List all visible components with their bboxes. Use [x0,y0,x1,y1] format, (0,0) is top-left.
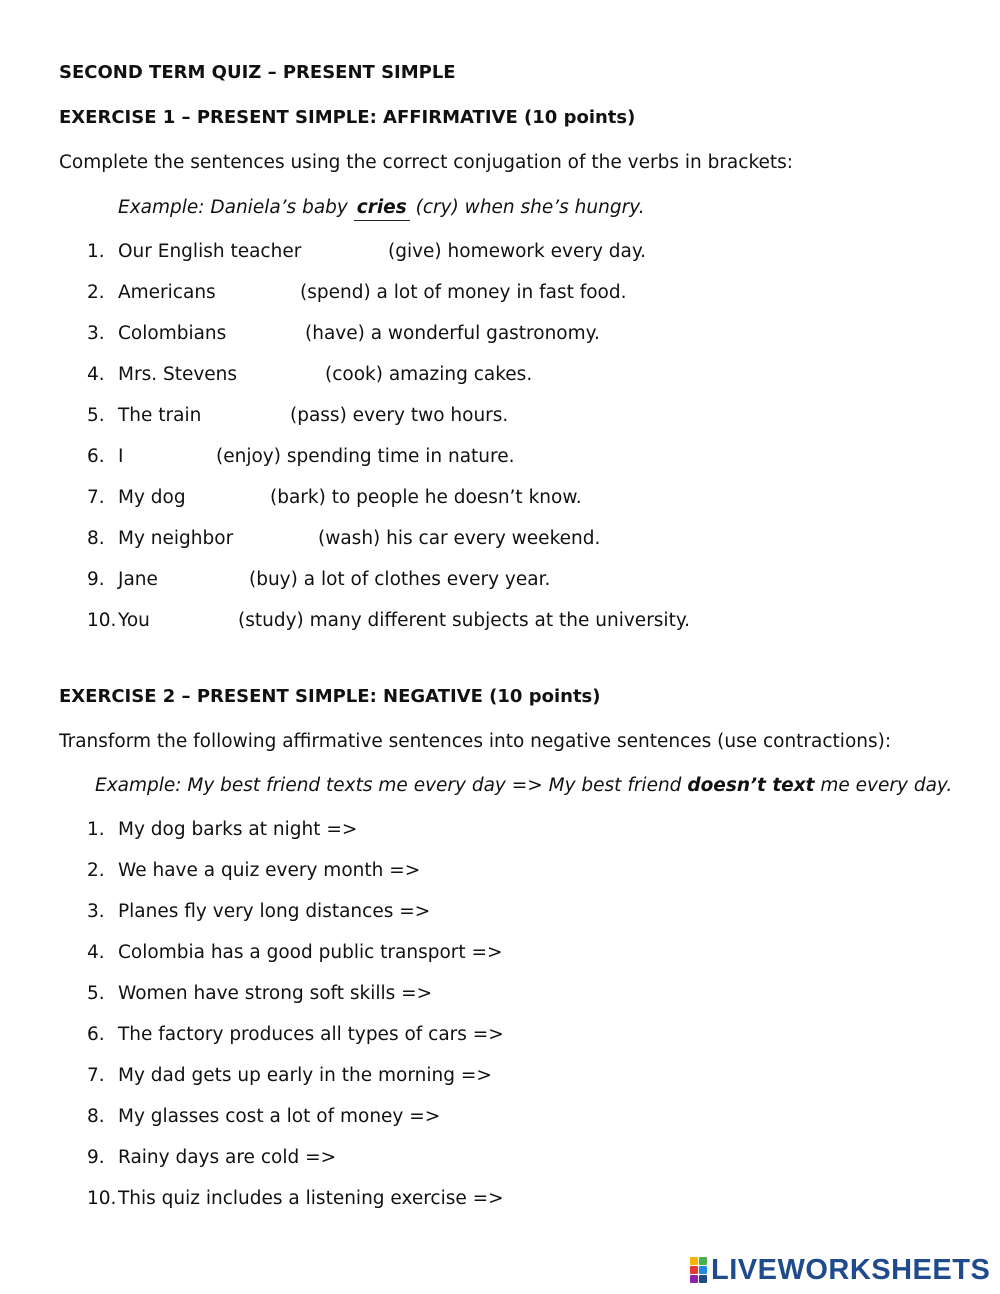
item-subject: Mrs. Stevens [118,364,238,385]
item-number: 9. [87,1147,105,1168]
liveworksheets-logo [690,1254,990,1286]
item-rest: (give) homework every day. [388,241,647,262]
item-number: 1. [87,241,105,262]
example-answer: doesn’t text [687,775,815,796]
item-subject: Colombians [118,323,227,344]
item-number: 2. [87,860,105,881]
item-number: 7. [87,487,105,508]
item-subject: Our English teacher [118,241,302,262]
item-subject: Jane [118,569,158,590]
item-subject: My dog [118,487,186,508]
example-suffix: me every day. [820,775,953,796]
item-subject: My neighbor [118,528,234,549]
exercise-1-instruction: Complete the sentences using the correct conjugation of the verbs in brackets: [59,152,794,173]
example-answer: cries [354,196,410,221]
item-text: Planes fly very long distances => [118,901,431,922]
item-text: This quiz includes a listening exercise => [118,1188,504,1209]
exercise-1-heading: EXERCISE 1 – PRESENT SIMPLE: AFFIRMATIVE (10 points) [59,107,636,128]
item-text: The factory produces all types of cars => [118,1024,504,1045]
exercise-2-heading: EXERCISE 2 – PRESENT SIMPLE: NEGATIVE (10 points) [59,686,601,707]
item-subject: Americans [118,282,216,303]
item-number: 8. [87,1106,105,1127]
item-text: Colombia has a good public transport => [118,942,503,963]
item-number: 10. [87,610,117,631]
example-prefix: Example: Daniela’s baby [118,197,348,218]
logo-mark-icon [690,1257,707,1283]
exercise-2-instruction: Transform the following affirmative sentences into negative sentences (use contractions): [59,731,892,752]
item-number: 6. [87,1024,105,1045]
item-number: 1. [87,819,105,840]
example-prefix: Example: My best friend texts me every day => My best friend [95,775,682,796]
item-number: 8. [87,528,105,549]
item-rest: (buy) a lot of clothes every year. [249,569,551,590]
item-number: 5. [87,405,105,426]
item-text: My dad gets up early in the morning => [118,1065,492,1086]
item-text: My glasses cost a lot of money => [118,1106,441,1127]
item-subject: You [118,610,150,631]
item-number: 6. [87,446,105,467]
item-number: 10. [87,1188,117,1209]
item-rest: (have) a wonderful gastronomy. [305,323,600,344]
page-title: SECOND TERM QUIZ – PRESENT SIMPLE [59,62,456,83]
exercise-2-example [95,774,952,798]
exercise-1-example [118,196,645,221]
item-number: 3. [87,901,105,922]
item-number: 9. [87,569,105,590]
item-rest: (bark) to people he doesn’t know. [270,487,582,508]
item-number: 5. [87,983,105,1004]
item-number: 4. [87,942,105,963]
item-rest: (wash) his car every weekend. [318,528,601,549]
item-text: We have a quiz every month => [118,860,421,881]
item-rest: (spend) a lot of money in fast food. [300,282,627,303]
item-text: My dog barks at night => [118,819,358,840]
item-subject: The train [118,405,202,426]
logo-text: LIVEWORKSHEETS [711,1253,991,1286]
item-text: Women have strong soft skills => [118,983,433,1004]
item-rest: (study) many different subjects at the university. [238,610,691,631]
item-number: 7. [87,1065,105,1086]
item-rest: (pass) every two hours. [290,405,509,426]
item-rest: (enjoy) spending time in nature. [216,446,515,467]
item-number: 2. [87,282,105,303]
item-text: Rainy days are cold => [118,1147,337,1168]
item-subject: I [118,446,124,467]
item-number: 3. [87,323,105,344]
example-suffix: (cry) when she’s hungry. [415,197,645,218]
item-rest: (cook) amazing cakes. [325,364,533,385]
item-number: 4. [87,364,105,385]
